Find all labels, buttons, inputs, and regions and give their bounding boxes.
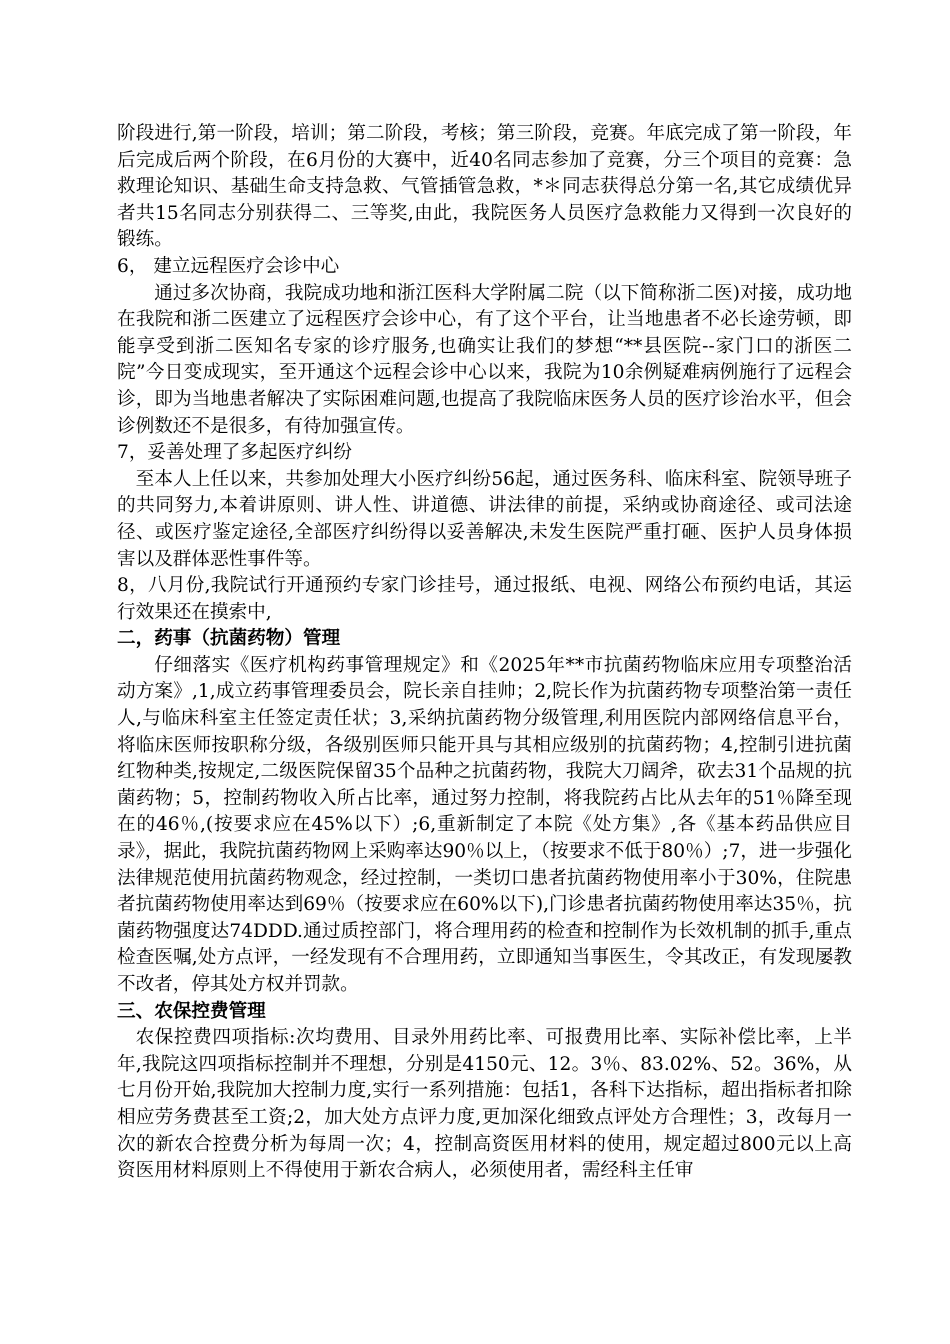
section-heading-pharmacy: 二，药事（抗菌药物）管理	[117, 628, 341, 650]
item-6-title: 6， 建立远程医疗会诊中心	[117, 255, 340, 277]
item-7-title: 7，妥善处理了多起医疗纠纷	[117, 442, 352, 464]
paragraph-training-stages: 阶段进行,第一阶段，培训；第二阶段，考核；第三阶段，竞赛。年底完成了第一阶段，年后完成后两个阶段，在6月份的大赛中，近40名同志参加了竞赛，分三个项目的竞赛：急救理论知识、基础生命支持急救、气管插管急救，*＊同志获得总分第一名,其它成绩优异者共15名同志分别获得二、三等奖,由此，我院医务人员医疗急救能力又得到一次良好的锻练。	[117, 123, 852, 251]
paragraph-insurance-indicators: 农保控费四项指标:次均费用、目录外用药比率、可报费用比率、实际补偿比率，上半年,我院这四项指标控制并不理想，分别是4150元、12。3％、83.02%、52。36%，从七月份开始,我院加大控制力度,实行一系列措施：包括1，各科下达指标，超出指标者扣除相应劳务费甚至工资;2，加大处方点评力度,更加深化细致点评处方合理性；3，改每月一次的新农合控费分析为每周一次；4，控制高资医用材料的使用，规定超过800元以上高资医用材料原则上不得使用于新农合病人，必须使用者，需经科主任审	[117, 1027, 852, 1182]
paragraph-antibacterial-management: 仔细落实《医疗机构药事管理规定》和《2025年**市抗菌药物临床应用专项整治活动方案》,1,成立药事管理委员会，院长亲自挂帅；2,院长作为抗菌药物专项整治第一责任人,与临床科室主任签定责任状；3,采纳抗菌药物分级管理,利用医院内部网络信息平台，将临床医师按职称分级，各级别医师只能开具与其相应级别的抗菌药物；4,控制引进抗菌红物种类,按规定,二级医院保留35个品种之抗菌药物，我院大刀阔斧，砍去31个品规的抗菌药物；5，控制药物收入所占比率，通过努力控制，将我院药占比从去年的51％降至现在的46％,(按要求应在45%以下）;6,重新制定了本院《处方集》,各《基本药品供应目录》，据此，我院抗菌药物网上采购率达90％以上，（按要求不低于80％）;7，进一步强化法律规范使用抗菌药物观念，经过控制，一类切口患者抗菌药物使用率小于30%，住院患者抗菌药物使用率达到69％（按要求应在60%以下),门诊患者抗菌药物使用率达35％，抗菌药物强度达74DDD.通过质控部门，将合理用药的检查和控制作为长效机制的抓手,重点检查医嘱,处方点评，一经发现有不合理用药，立即通知当事医生，令其改正，有发现屡教不改者，停其处方权并罚款。	[117, 654, 852, 995]
paragraph-medical-disputes: 至本人上任以来，共参加处理大小医疗纠纷56起，通过医务科、临床科室、院领导班子的共同努力,本着讲原则、讲人性、讲道德、讲法律的前提，采纳或协商途径、或司法途径、或医疗鉴定途径,全部医疗纠纷得以妥善解决,未发生医院严重打砸、医护人员身体损害以及群体恶性事件等。	[117, 468, 852, 570]
document-page	[117, 121, 852, 1185]
paragraph-appointment-registration: 8，八月份,我院试行开通预约专家门诊挂号，通过报纸、电视、网络公布预约电话，其运行效果还在摸索中,	[117, 575, 852, 623]
paragraph-remote-consultation: 通过多次协商，我院成功地和浙江医科大学附属二院（以下简称浙二医)对接，成功地在我院和浙二医建立了远程医疗会诊中心，有了这个平台，让当地患者不必长途劳顿，即能享受到浙二医知名专家的诊疗服务,也确实让我们的梦想“**县医院--家门口的浙医二院”今日变成现实，至开通这个远程会诊中心以来，我院为10余例疑难病例施行了远程会诊，即为当地患者解决了实际困难问题,也提高了我院临床医务人员的医疗诊治水平，但会诊例数还不是很多，有待加强宣传。	[117, 282, 852, 437]
section-heading-insurance-cost-control: 三、农保控费管理	[117, 1000, 266, 1022]
